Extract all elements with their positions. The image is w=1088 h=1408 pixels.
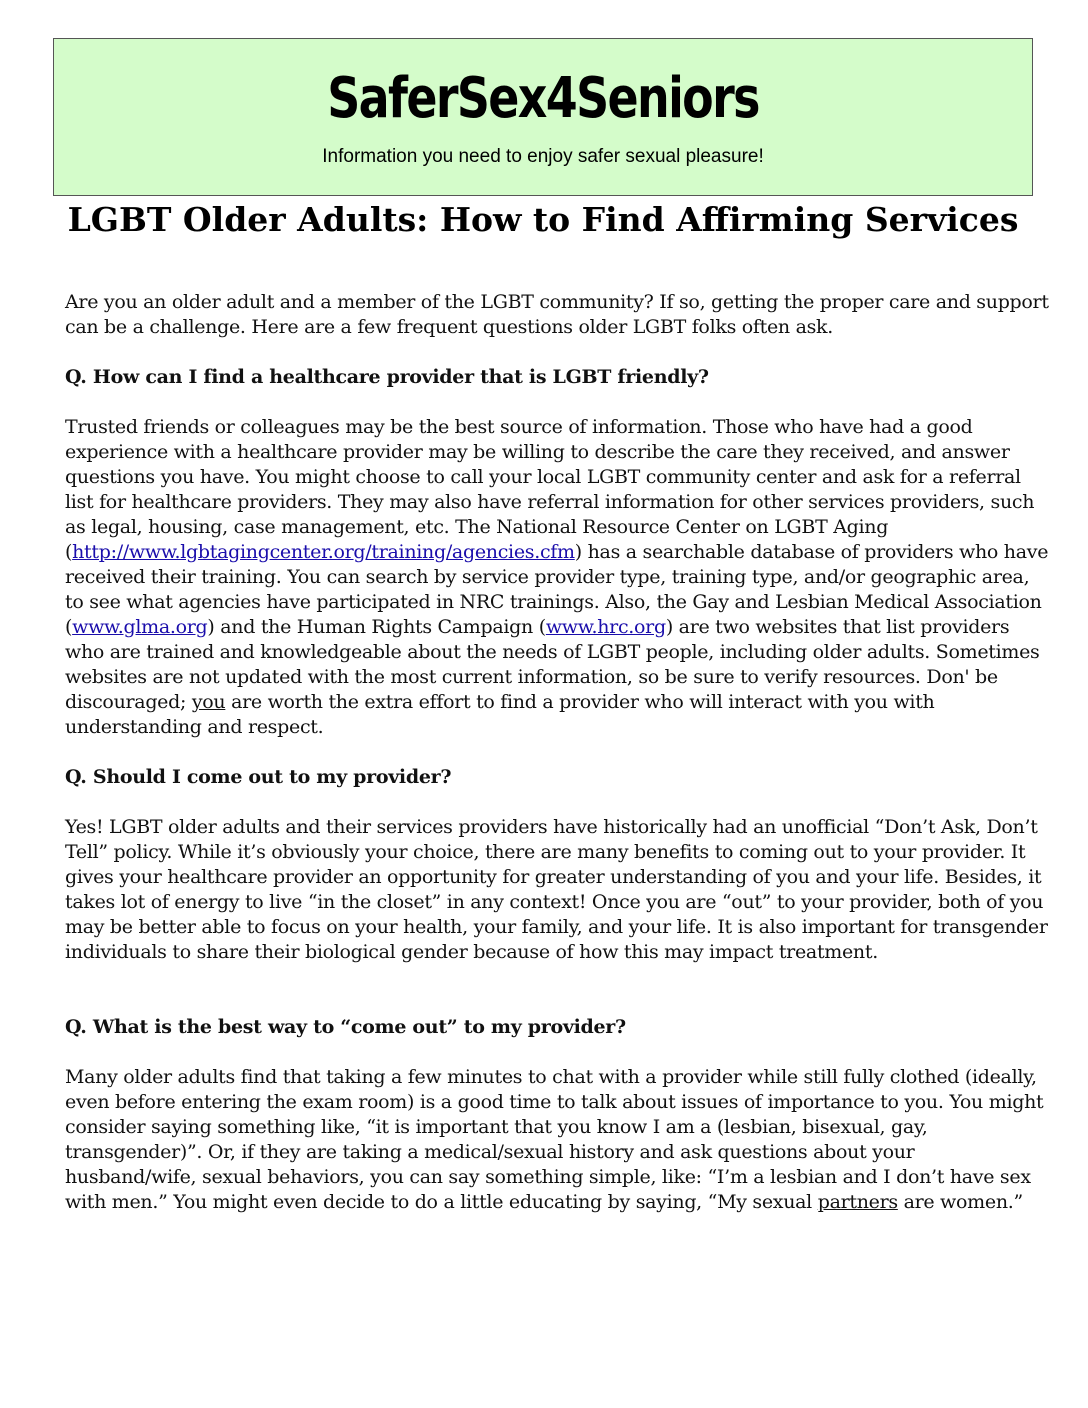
tagline: Information you need to enjoy safer sexual pleasure!: [322, 146, 764, 167]
answer-1-text-b: ) has a searchable database of providers who have received their training. You can search by service provider type, training type, and/or geographic area, to see what agencies have participated in NRC trainings. Also, the Gay and Lesbian Medical Association (: [65, 541, 1049, 638]
question-3: Q. What is the best way to “come out” to my provider?: [65, 1016, 626, 1038]
answer-3-text-b: are women.”: [897, 1191, 1023, 1213]
answer-2: Yes! LGBT older adults and their services providers have historically had an unofficial “Don’t Ask, Don’t Tell” policy. While it’s obviously your choice, there are many benefits to coming out to your provider. It gives your healthcare provider an opportunity for greater understanding of you and your life. Besides, it takes lot of energy to live “in the closet” in any context! Once you are “out” to your provider, both of you may be better able to focus on your health, your family, and your life. It is also important for transgender individuals to share their biological gender because of how this may impact treatment.: [65, 816, 1048, 963]
document-body: [65, 290, 1050, 1240]
emphasis-partners: partners: [817, 1191, 898, 1213]
answer-1: [65, 415, 1050, 740]
emphasis-you: you: [191, 691, 226, 713]
answer-1-text-a: Trusted friends or colleagues may be the best source of information. Those who have had a good experience with a healthcare provider may be willing to describe the care they received, and answer questions you have. You might choose to call your local LGBT community center and ask for a referral list for healthcare providers. They may also have referral information for other services providers, such as legal, housing, case management, etc. The National Resource Center on LGBT Aging (: [65, 416, 1035, 563]
question-1: Q. How can I find a healthcare provider that is LGBT friendly?: [65, 366, 709, 388]
page-title: LGBT Older Adults: How to Find Affirming Services: [67, 200, 1019, 239]
link-glma[interactable]: www.glma.org: [72, 616, 208, 638]
question-2: Q. Should I come out to my provider?: [65, 766, 452, 788]
answer-1-text-e: are worth the extra effort to find a provider who will interact with you with understanding and respect.: [65, 691, 935, 738]
brand-logo-text: SaferSex4Seniors: [327, 66, 759, 131]
answer-1-text-c: ) and the Human Rights Campaign (: [207, 616, 546, 638]
answer-3: [65, 1065, 1050, 1215]
intro-paragraph: Are you an older adult and a member of the LGBT community? If so, getting the proper care and support can be a challenge. Here are a few frequent questions older LGBT folks often ask.: [65, 291, 1049, 338]
answer-3-text-a: Many older adults find that taking a few minutes to chat with a provider while still fully clothed (ideally, even before entering the exam room) is a good time to talk about issues of importance to you. You might consider saying something like, “it is important that you know I am a (lesbian, bisexual, gay, transgender)”. Or, if they are taking a medical/sexual history and ask questions about your husband/wife, sexual behaviors, you can say something simple, like: “I’m a lesbian and I don’t have sex with men.” You might even decide to do a little educating by saying, “My sexual: [65, 1066, 1044, 1213]
link-nrc-agencies[interactable]: http://www.lgbtagingcenter.org/training/agencies.cfm: [72, 541, 575, 563]
header-banner: [53, 38, 1033, 196]
link-hrc[interactable]: www.hrc.org: [545, 616, 666, 638]
answer-1-text-d: ) are two websites that list providers who are trained and knowledgeable about the needs of LGBT people, including older adults. Sometimes websites are not updated with the most current information, so be sure to verify resources. Don' be discouraged;: [65, 616, 1040, 713]
